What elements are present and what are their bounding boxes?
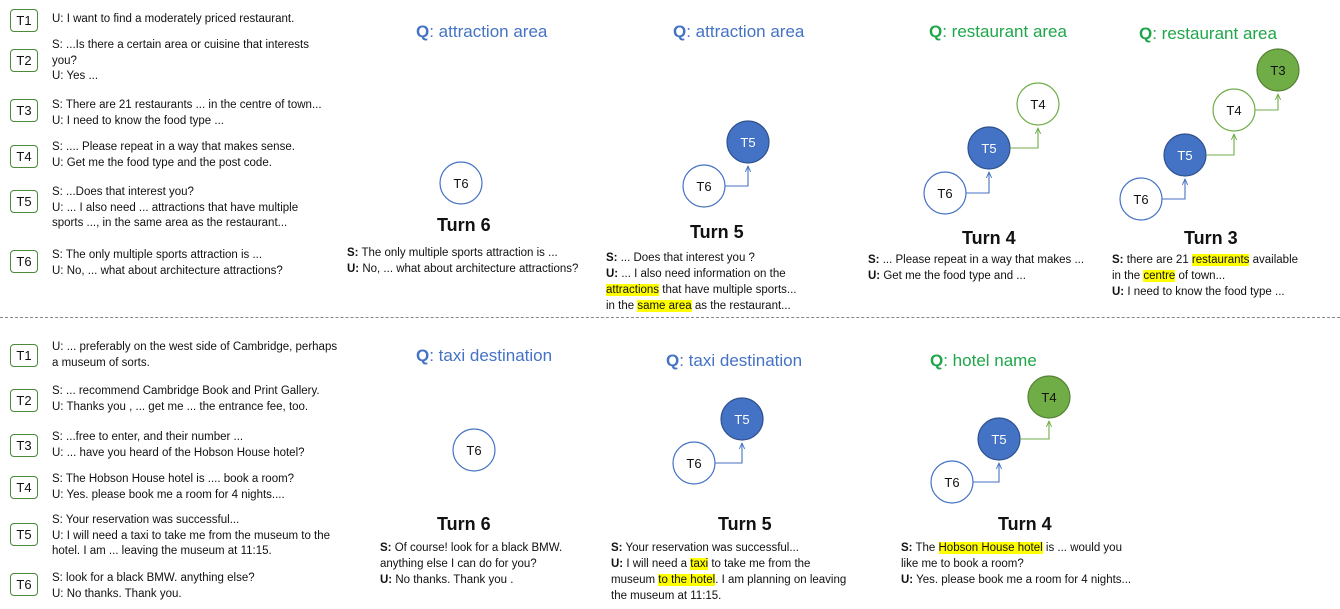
turn-label-t3: T3: [10, 434, 38, 457]
highlight: attractions: [606, 284, 660, 296]
turn-label-t3: T3: [10, 99, 38, 122]
turn-caption: S: ... Does that interest you ? U: ... I also need information on the attractions that have multiple sports... in the same area as the restaurant...: [606, 252, 797, 312]
node-label: T6: [453, 176, 469, 191]
utterance-line: U: No thanks. Thank you.: [52, 587, 182, 600]
turn-label-t5: T5: [10, 523, 38, 546]
edge-arrow: [725, 166, 748, 186]
graph-bottom-turn5: [673, 398, 763, 484]
turn-label-t4: T4: [10, 145, 38, 168]
turn-label-t6: T6: [10, 250, 38, 273]
utterance-line: S: ...Is there a certain area or cuisine that interests: [52, 39, 309, 51]
graph-top-turn3: [1120, 49, 1299, 220]
turn-label-t1: T1: [10, 9, 38, 32]
question-label: Q: restaurant area: [929, 22, 1067, 41]
graph-top-turn4: [924, 83, 1059, 214]
utterance-line: S: The only multiple sports attraction is ...: [52, 249, 263, 261]
turn-label-t1: T1: [10, 344, 38, 367]
utterance-line: U: ... preferably on the west side of Cambridge, perhaps: [52, 341, 338, 353]
utterance-line: S: ... recommend Cambridge Book and Print Gallery.: [52, 385, 320, 397]
node-label: T5: [981, 141, 997, 156]
node-label: T5: [1177, 148, 1193, 163]
node-label: T4: [1030, 97, 1046, 112]
turn-heading: Turn 5: [718, 514, 772, 534]
turn-heading: Turn 4: [962, 228, 1016, 248]
highlight: centre: [1143, 270, 1176, 282]
question-label: Q: taxi destination: [666, 351, 803, 370]
question-label: Q: taxi destination: [416, 346, 553, 365]
turn-heading: Turn 4: [998, 514, 1052, 534]
graph-bottom-turn6: [453, 429, 495, 471]
edge-arrow: [966, 172, 989, 193]
highlight: restaurants: [1191, 254, 1250, 266]
node-label: T6: [686, 456, 702, 471]
highlight: to the hotel: [658, 574, 716, 586]
utterance-line: U: I want to find a moderately priced restaurant.: [52, 13, 295, 25]
turn-label-t4: T4: [10, 476, 38, 499]
utterance-line: sports ..., in the same area as the restaurant...: [52, 217, 288, 229]
turn-caption: S: Of course! look for a black BMW. anything else I can do for you? U: No thanks. Thank you .: [380, 542, 563, 586]
utterance-line: U: I will need a taxi to take me from the museum to the: [52, 529, 331, 542]
turn-label-t5: T5: [10, 190, 38, 213]
utterance-line: you?: [52, 54, 77, 67]
node-label: T5: [991, 432, 1007, 447]
edge-arrow: [715, 443, 742, 463]
utterance-line: U: I need to know the food type ...: [52, 114, 224, 127]
question-label: Q: attraction area: [673, 22, 805, 41]
utterance-line: S: There are 21 restaurants ... in the centre of town...: [52, 99, 322, 111]
turn-label-t6: T6: [10, 573, 38, 596]
utterance-line: U: Thanks you , ... get me ... the entrance fee, too.: [52, 400, 309, 413]
utterance-line: S: Your reservation was successful...: [52, 514, 240, 526]
turn-label-t2: T2: [10, 49, 38, 72]
node-label: T4: [1226, 103, 1242, 118]
utterance-line: S: The Hobson House hotel is .... book a room?: [52, 473, 295, 485]
turn-caption: S: there are 21 restaurants available in the centre of town... U: I need to know the food type ...: [1112, 254, 1299, 298]
utterance-line: S: ...Does that interest you?: [52, 186, 194, 198]
edge-arrow: [1020, 421, 1049, 439]
edge-arrow: [1255, 94, 1278, 110]
graph-top-turn6: [440, 162, 482, 204]
edge-arrow: [1206, 134, 1234, 155]
node-label: T3: [1270, 63, 1286, 78]
highlight: taxi: [690, 558, 709, 570]
question-label: Q: hotel name: [930, 351, 1037, 370]
highlight: Hobson House hotel: [938, 542, 1043, 554]
utterance-line: U: Get me the food type and the post code.: [52, 156, 272, 169]
node-label: T6: [696, 179, 712, 194]
utterance-line: a museum of sorts.: [52, 356, 150, 369]
node-label: T6: [466, 443, 482, 458]
graph-top-turn5: [683, 121, 769, 207]
utterance-line: U: No, ... what about architecture attractions?: [52, 264, 283, 277]
turn-caption: S: The Hobson House hotel is ... would you like me to book a room? U: Yes. please book me a room for 4 nights...: [901, 542, 1132, 586]
utterance-line: hotel. I am ... leaving the museum at 11:15.: [52, 545, 272, 557]
turn-heading: Turn 3: [1184, 228, 1238, 248]
turn-caption: S: ... Please repeat in a way that makes ... U: Get me the food type and ...: [868, 254, 1085, 282]
utterance-line: U: ... I also need ... attractions that have multiple: [52, 201, 299, 214]
utterance-line: S: .... Please repeat in a way that makes sense.: [52, 141, 295, 153]
turn-heading: Turn 6: [437, 514, 491, 534]
turn-heading: Turn 5: [690, 222, 744, 242]
node-label: T4: [1041, 390, 1057, 405]
utterance-line: U: Yes. please book me a room for 4 nights....: [52, 488, 285, 501]
turn-caption: S: Your reservation was successful... U: I will need a taxi to take me from the museum to the hotel. I am planning on leaving the museum at 11:15.: [611, 542, 847, 602]
utterance-line: U: Yes ...: [52, 70, 99, 82]
question-label: Q: restaurant area: [1139, 24, 1277, 43]
turn-label-t2: T2: [10, 389, 38, 412]
node-label: T6: [1133, 192, 1149, 207]
utterance-line: S: ...free to enter, and their number ...: [52, 431, 244, 443]
edge-arrow: [1010, 128, 1038, 148]
node-label: T5: [740, 135, 756, 150]
node-label: T5: [734, 412, 750, 427]
graph-bottom-turn4: [931, 376, 1070, 503]
turn-caption: S: The only multiple sports attraction is ... U: No, ... what about architecture attractions?: [347, 247, 579, 275]
utterance-line: U: ... have you heard of the Hobson House hotel?: [52, 446, 305, 459]
edge-arrow: [1162, 179, 1185, 199]
question-label: Q: attraction area: [416, 22, 548, 41]
node-label: T6: [937, 186, 953, 201]
highlight: same area: [637, 300, 692, 312]
turn-heading: Turn 6: [437, 215, 491, 235]
edge-arrow: [973, 463, 999, 482]
utterance-line: S: look for a black BMW. anything else?: [52, 572, 255, 584]
node-label: T6: [944, 475, 960, 490]
